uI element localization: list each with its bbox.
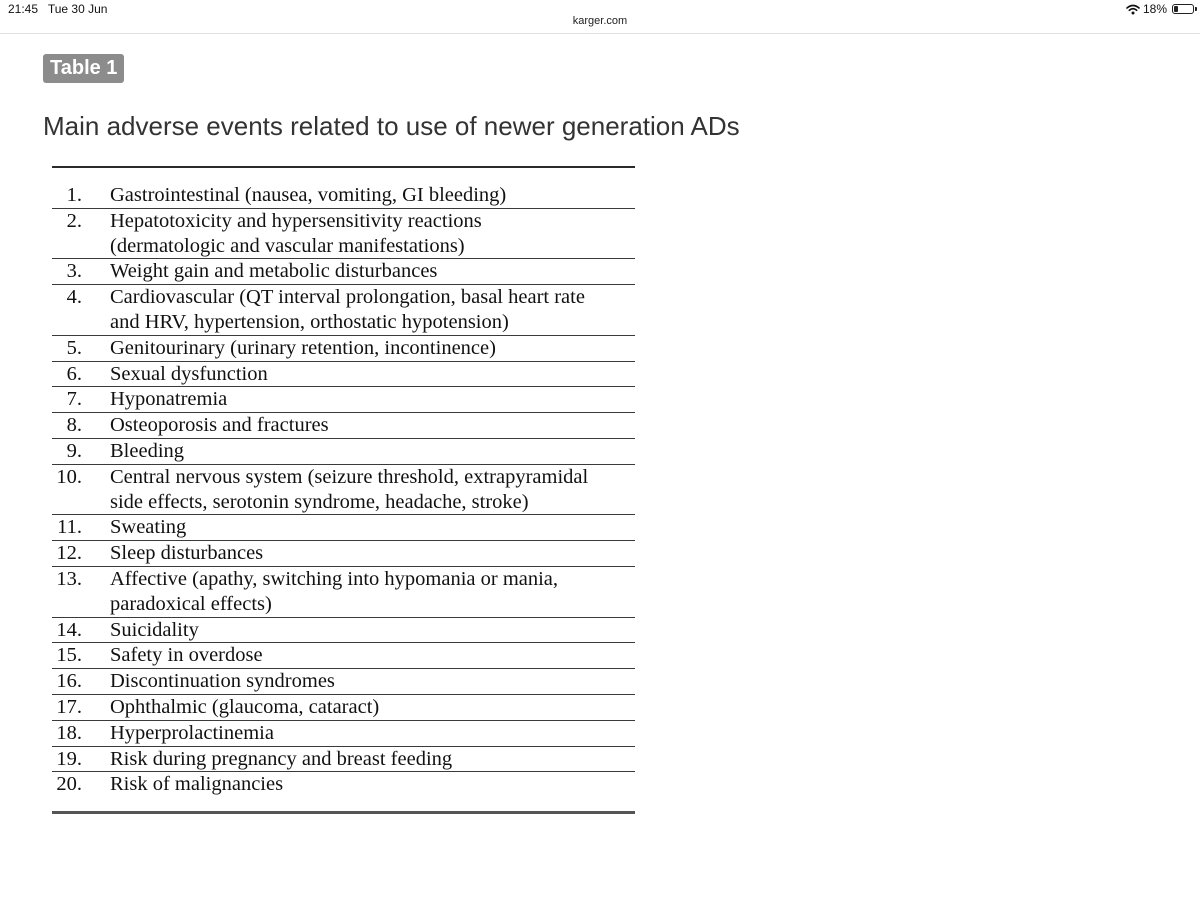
table-row (52, 413, 635, 439)
row-number: 7. (66, 388, 82, 411)
table-row (52, 285, 635, 336)
table-row (52, 772, 635, 797)
table-row (52, 208, 635, 259)
table-row (52, 720, 635, 746)
row-description (110, 183, 635, 208)
row-description (110, 643, 635, 669)
row-description (110, 208, 635, 259)
row-description-line: Genitourinary (urinary retention, incontinence) (110, 336, 496, 359)
row-number: 15. (56, 644, 82, 667)
row-description-line: Hepatotoxicity and hypersensitivity reactions (110, 209, 482, 232)
row-number: 10. (56, 465, 82, 488)
table-row (52, 566, 635, 617)
row-description (110, 515, 635, 541)
row-number: 3. (66, 260, 82, 283)
table-caption: Main adverse events related to use of newer generation ADs (43, 111, 740, 141)
table-badge: Table 1 (43, 54, 124, 83)
row-description (110, 772, 635, 797)
table-row (52, 694, 635, 720)
row-description (110, 413, 635, 439)
row-description-line: Risk during pregnancy and breast feeding (110, 747, 453, 770)
table-row (52, 669, 635, 695)
row-description-line: Weight gain and metabolic disturbances (110, 260, 438, 283)
row-number: 20. (56, 773, 82, 796)
row-number: 14. (56, 618, 82, 641)
row-description (110, 438, 635, 464)
status-indicators (1126, 2, 1194, 16)
table-row (52, 259, 635, 285)
row-number: 12. (56, 542, 82, 565)
row-description (110, 259, 635, 285)
table-row (52, 183, 635, 208)
row-number: 8. (66, 414, 82, 437)
row-number: 11. (57, 516, 82, 539)
row-description (110, 387, 635, 413)
row-description (110, 746, 635, 772)
battery-percent: 18% (1142, 2, 1167, 16)
row-description-line: Hyponatremia (110, 388, 228, 411)
status-clock (8, 2, 107, 16)
row-description-line: Cardiovascular (QT interval prolongation, basal heart rate (110, 286, 585, 309)
table-top-rule (52, 166, 635, 168)
table-row (52, 617, 635, 643)
table-row (52, 464, 635, 515)
table-row (52, 335, 635, 361)
row-number: 17. (56, 695, 82, 718)
row-description-line: (dermatologic and vascular manifestations) (110, 234, 465, 257)
table-row (52, 438, 635, 464)
row-description-line: Risk of malignancies (110, 773, 284, 796)
table-row (52, 746, 635, 772)
table-row (52, 361, 635, 387)
row-description (110, 720, 635, 746)
row-description-line: Bleeding (110, 439, 185, 462)
table-bottom-rule (52, 811, 635, 814)
url-text: karger.com (572, 15, 628, 27)
row-number: 16. (56, 670, 82, 693)
row-description-line: Osteoporosis and fractures (110, 414, 329, 437)
row-number: 6. (66, 362, 82, 385)
row-description-line: Hyperprolactinemia (110, 721, 274, 744)
row-description-line: and HRV, hypertension, orthostatic hypotension) (110, 310, 509, 333)
row-description (110, 566, 635, 617)
row-number: 9. (66, 439, 82, 462)
row-number: 18. (56, 721, 82, 744)
row-number: 2. (66, 209, 82, 232)
table-row (52, 643, 635, 669)
status-date: Tue 30 Jun (47, 2, 108, 16)
address-bar[interactable] (0, 15, 1200, 27)
toolbar-divider (0, 33, 1200, 34)
row-description-line: Gastrointestinal (nausea, vomiting, GI bleeding) (110, 184, 507, 206)
row-description-line: Sleep disturbances (110, 542, 264, 565)
row-description-line: Sweating (110, 516, 187, 539)
row-description (110, 361, 635, 387)
table-body (52, 183, 635, 797)
row-description (110, 285, 635, 336)
row-description-line: Safety in overdose (110, 644, 263, 667)
adverse-events-table (52, 166, 635, 814)
row-description-line: paradoxical effects) (110, 592, 272, 615)
table-row (52, 515, 635, 541)
row-number: 4. (66, 286, 82, 309)
row-number: 5. (66, 336, 82, 359)
row-number: 19. (56, 747, 82, 770)
status-time: 21:45 (8, 2, 39, 16)
row-description (110, 335, 635, 361)
row-description (110, 617, 635, 643)
table-row (52, 387, 635, 413)
row-description (110, 694, 635, 720)
row-description-line: side effects, serotonin syndrome, headache, stroke) (110, 490, 529, 513)
row-description-line: Discontinuation syndromes (110, 670, 335, 693)
wifi-icon (1126, 4, 1140, 15)
row-number: 1. (66, 184, 82, 206)
battery-icon (1172, 4, 1194, 14)
row-number: 13. (56, 567, 82, 590)
row-description (110, 541, 635, 567)
row-description (110, 464, 635, 515)
row-description-line: Ophthalmic (glaucoma, cataract) (110, 695, 380, 718)
row-description (110, 669, 635, 695)
row-description-line: Central nervous system (seizure threshold, extrapyramidal (110, 465, 589, 488)
row-description-line: Suicidality (110, 618, 199, 641)
row-description-line: Affective (apathy, switching into hypomania or mania, (110, 567, 559, 590)
row-description-line: Sexual dysfunction (110, 362, 268, 385)
table-row (52, 541, 635, 567)
